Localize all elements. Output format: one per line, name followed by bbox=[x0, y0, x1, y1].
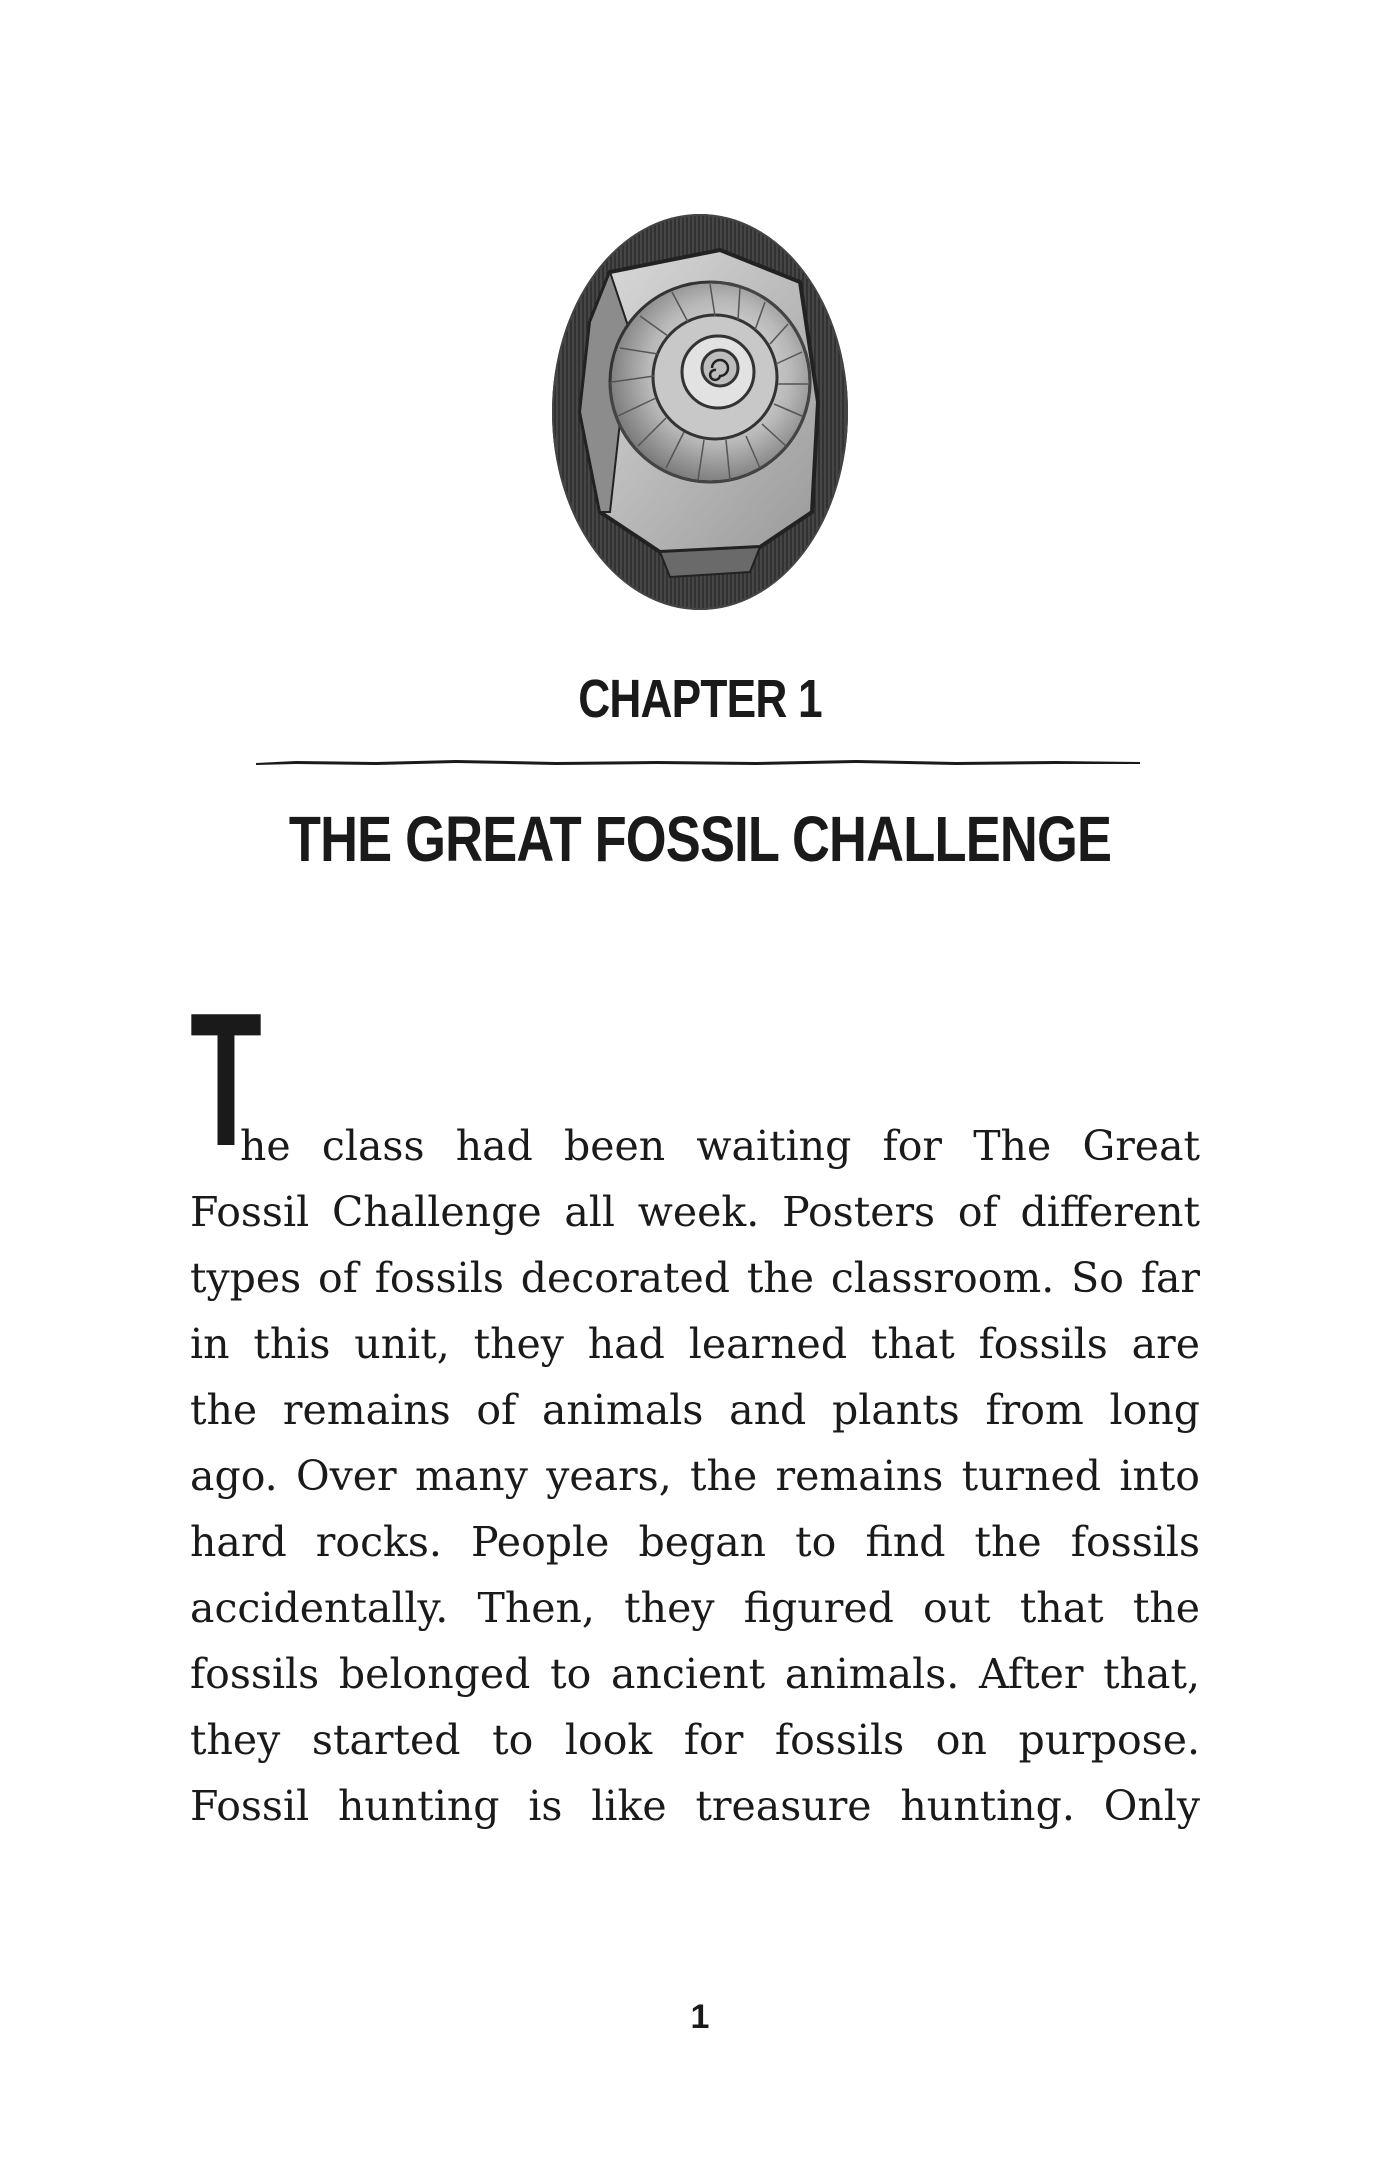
drop-cap: T bbox=[190, 974, 262, 1186]
ammonite-fossil-icon bbox=[550, 212, 850, 612]
body-line: ago. Over many years, the remains turned into bbox=[190, 1452, 1200, 1500]
body-paragraph bbox=[190, 1179, 1200, 1839]
body-line: they started to look for fossils on purpose. bbox=[190, 1716, 1200, 1764]
body-line: Fossil hunting is like treasure hunting. Only bbox=[190, 1782, 1200, 1830]
page-number: 1 bbox=[690, 1998, 710, 2036]
chapter-divider bbox=[256, 756, 1140, 768]
body-line: Fossil Challenge all week. Posters of different bbox=[190, 1188, 1200, 1236]
body-line: the remains of animals and plants from long bbox=[190, 1386, 1200, 1434]
body-line: hard rocks. People began to find the fossils bbox=[190, 1518, 1200, 1566]
chapter-label: CHAPTER 1 bbox=[578, 669, 822, 729]
body-line: in this unit, they had learned that fossils are bbox=[190, 1320, 1200, 1368]
body-line: types of fossils decorated the classroom. So far bbox=[190, 1254, 1200, 1302]
body-line: fossils belonged to ancient animals. After that, bbox=[190, 1650, 1200, 1698]
chapter-title: THE GREAT FOSSIL CHALLENGE bbox=[288, 803, 1112, 875]
body-line: accidentally. Then, they figured out that the bbox=[190, 1584, 1200, 1632]
body-first-line: he class had been waiting for The Great bbox=[240, 1122, 1200, 1170]
